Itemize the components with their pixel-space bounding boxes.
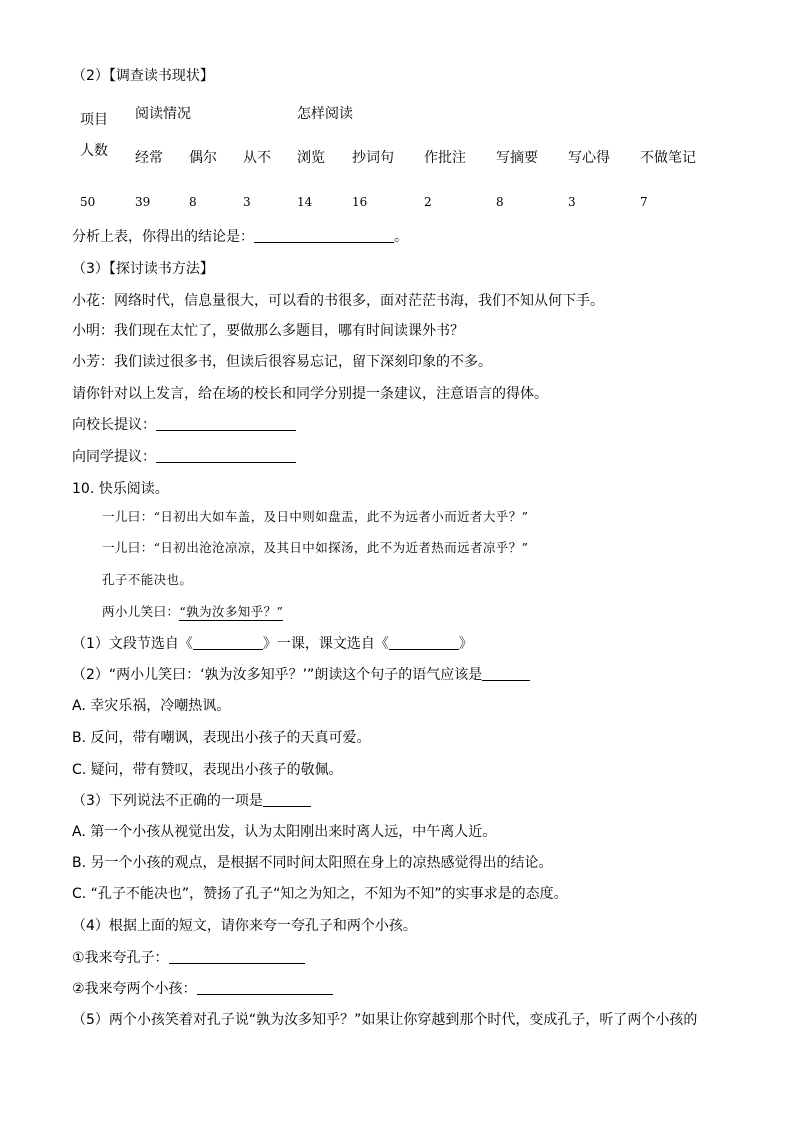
methods-heading: （3）【探讨读书方法】 bbox=[72, 261, 214, 277]
table-group-how: 怎样阅读 bbox=[297, 106, 353, 122]
principal-suggestion-line bbox=[72, 415, 296, 435]
sub-question-1 bbox=[72, 634, 473, 654]
option-b[interactable]: B. 另一个小孩的观点，是根据不同时间太阳照在身上的凉热感觉得出的结论。 bbox=[72, 855, 553, 871]
option-a[interactable]: A. 幸灾乐祸，冷嘲热讽。 bbox=[72, 698, 231, 714]
table-cell: 14 bbox=[297, 195, 313, 209]
conclusion-blank[interactable] bbox=[254, 228, 394, 243]
table-column-header: 经常 bbox=[135, 150, 163, 166]
table-cell: 7 bbox=[640, 195, 648, 209]
table-cell: 2 bbox=[424, 195, 432, 209]
passage-line: 一儿曰：“日初出沧沧凉凉，及其日中如探汤，此不为近者热而远者凉乎？” bbox=[102, 540, 529, 555]
principal-suggestion-blank[interactable] bbox=[156, 416, 296, 431]
book-title-blank[interactable] bbox=[389, 635, 459, 650]
table-header-people: 人数 bbox=[80, 143, 108, 159]
sub-question-3 bbox=[72, 791, 311, 811]
table-column-header: 抄词句 bbox=[352, 150, 394, 166]
table-cell: 8 bbox=[496, 195, 504, 209]
passage-line: 一儿曰：“日初出大如车盖，及日中则如盘盂，此不为远者小而近者大乎？” bbox=[102, 509, 529, 524]
sub-question-5: （5）两个小孩笑着对孔子说“孰为汝多知乎？”如果让你穿越到那个时代，变成孔子，听了两个小孩的 bbox=[72, 1012, 698, 1028]
passage-line-speaker: 两小儿笑曰： bbox=[102, 604, 180, 619]
table-column-header: 从不 bbox=[243, 150, 271, 166]
table-cell: 16 bbox=[352, 195, 368, 209]
table-column-header: 写摘要 bbox=[496, 150, 538, 166]
praise-confucius-line bbox=[72, 948, 305, 968]
praise-confucius-blank[interactable] bbox=[169, 949, 305, 964]
classmates-suggestion-line bbox=[72, 447, 296, 467]
sub-question-1-text: 》 bbox=[458, 636, 473, 652]
table-column-header: 浏览 bbox=[297, 150, 325, 166]
option-a[interactable]: A. 第一个小孩从视觉出发，认为太阳刚出来时离人远，中午离人近。 bbox=[72, 824, 497, 840]
survey-heading: （2）【调查读书现状】 bbox=[72, 68, 214, 84]
option-b[interactable]: B. 反问，带有嘲讽，表现出小孩子的天真可爱。 bbox=[72, 730, 371, 746]
sub-question-3-text: （3）下列说法不正确的一项是 bbox=[72, 793, 263, 809]
table-cell: 8 bbox=[189, 195, 197, 209]
principal-suggestion-label: 向校长提议： bbox=[72, 417, 156, 433]
table-cell: 3 bbox=[568, 195, 576, 209]
praise-children-label: ②我来夸两个小孩： bbox=[72, 981, 197, 997]
table-cell: 39 bbox=[135, 195, 151, 209]
classmates-suggestion-blank[interactable] bbox=[156, 448, 296, 463]
classmates-suggestion-label: 向同学提议： bbox=[72, 449, 156, 465]
sub-question-1-text: （1）文段节选自《 bbox=[72, 636, 193, 652]
table-column-header: 作批注 bbox=[424, 150, 466, 166]
table-cell: 3 bbox=[243, 195, 251, 209]
sub-question-1-text: 》一课，课文选自《 bbox=[262, 636, 389, 652]
conclusion-prompt: 分析上表，你得出的结论是： bbox=[72, 229, 254, 245]
option-c[interactable]: C. “孔子不能决也”，赞扬了孔子“知之为知之，不知为不知”的实事求是的态度。 bbox=[72, 886, 568, 902]
question-10-title: 10. 快乐阅读。 bbox=[72, 481, 169, 497]
speech-xiaoming: 小明：我们现在太忙了，要做那么多题目，哪有时间读课外书？ bbox=[72, 323, 464, 339]
lesson-title-blank[interactable] bbox=[193, 635, 263, 650]
incorrect-option-blank[interactable] bbox=[263, 792, 311, 807]
praise-confucius-label: ①我来夸孔子： bbox=[72, 950, 169, 966]
speech-xiaofang: 小芳：我们读过很多书，但读后很容易忘记，留下深刻印象的不多。 bbox=[72, 354, 492, 370]
passage-line-quote: “孰为汝多知乎？” bbox=[179, 604, 284, 619]
table-column-header: 不做笔记 bbox=[640, 150, 696, 166]
table-cell: 50 bbox=[80, 195, 96, 209]
table-group-reading: 阅读情况 bbox=[135, 106, 191, 122]
conclusion-end: 。 bbox=[394, 229, 408, 245]
speech-xiaohua: 小花：网络时代，信息量很大，可以看的书很多，面对茫茫书海，我们不知从何下手。 bbox=[72, 293, 604, 309]
table-column-header: 写心得 bbox=[568, 150, 610, 166]
methods-instruction: 请你针对以上发言，给在场的校长和同学分别提一条建议，注意语言的得体。 bbox=[72, 386, 548, 402]
tone-answer-blank[interactable] bbox=[482, 666, 530, 681]
passage-line: 孔子不能决也。 bbox=[102, 572, 193, 587]
praise-children-line bbox=[72, 979, 333, 999]
conclusion-line bbox=[72, 227, 408, 247]
table-column-header: 偶尔 bbox=[189, 150, 217, 166]
passage-line bbox=[102, 603, 283, 621]
praise-children-blank[interactable] bbox=[197, 980, 333, 995]
table-header-item: 项目 bbox=[80, 112, 108, 128]
sub-question-2-text: （2）“两小儿笑曰：‘孰为汝多知乎？’”朗读这个句子的语气应该是 bbox=[72, 667, 483, 683]
option-c[interactable]: C. 疑问，带有赞叹，表现出小孩子的敬佩。 bbox=[72, 762, 343, 778]
sub-question-4: （4）根据上面的短文，请你来夸一夸孔子和两个小孩。 bbox=[72, 918, 417, 934]
sub-question-2 bbox=[72, 665, 530, 685]
